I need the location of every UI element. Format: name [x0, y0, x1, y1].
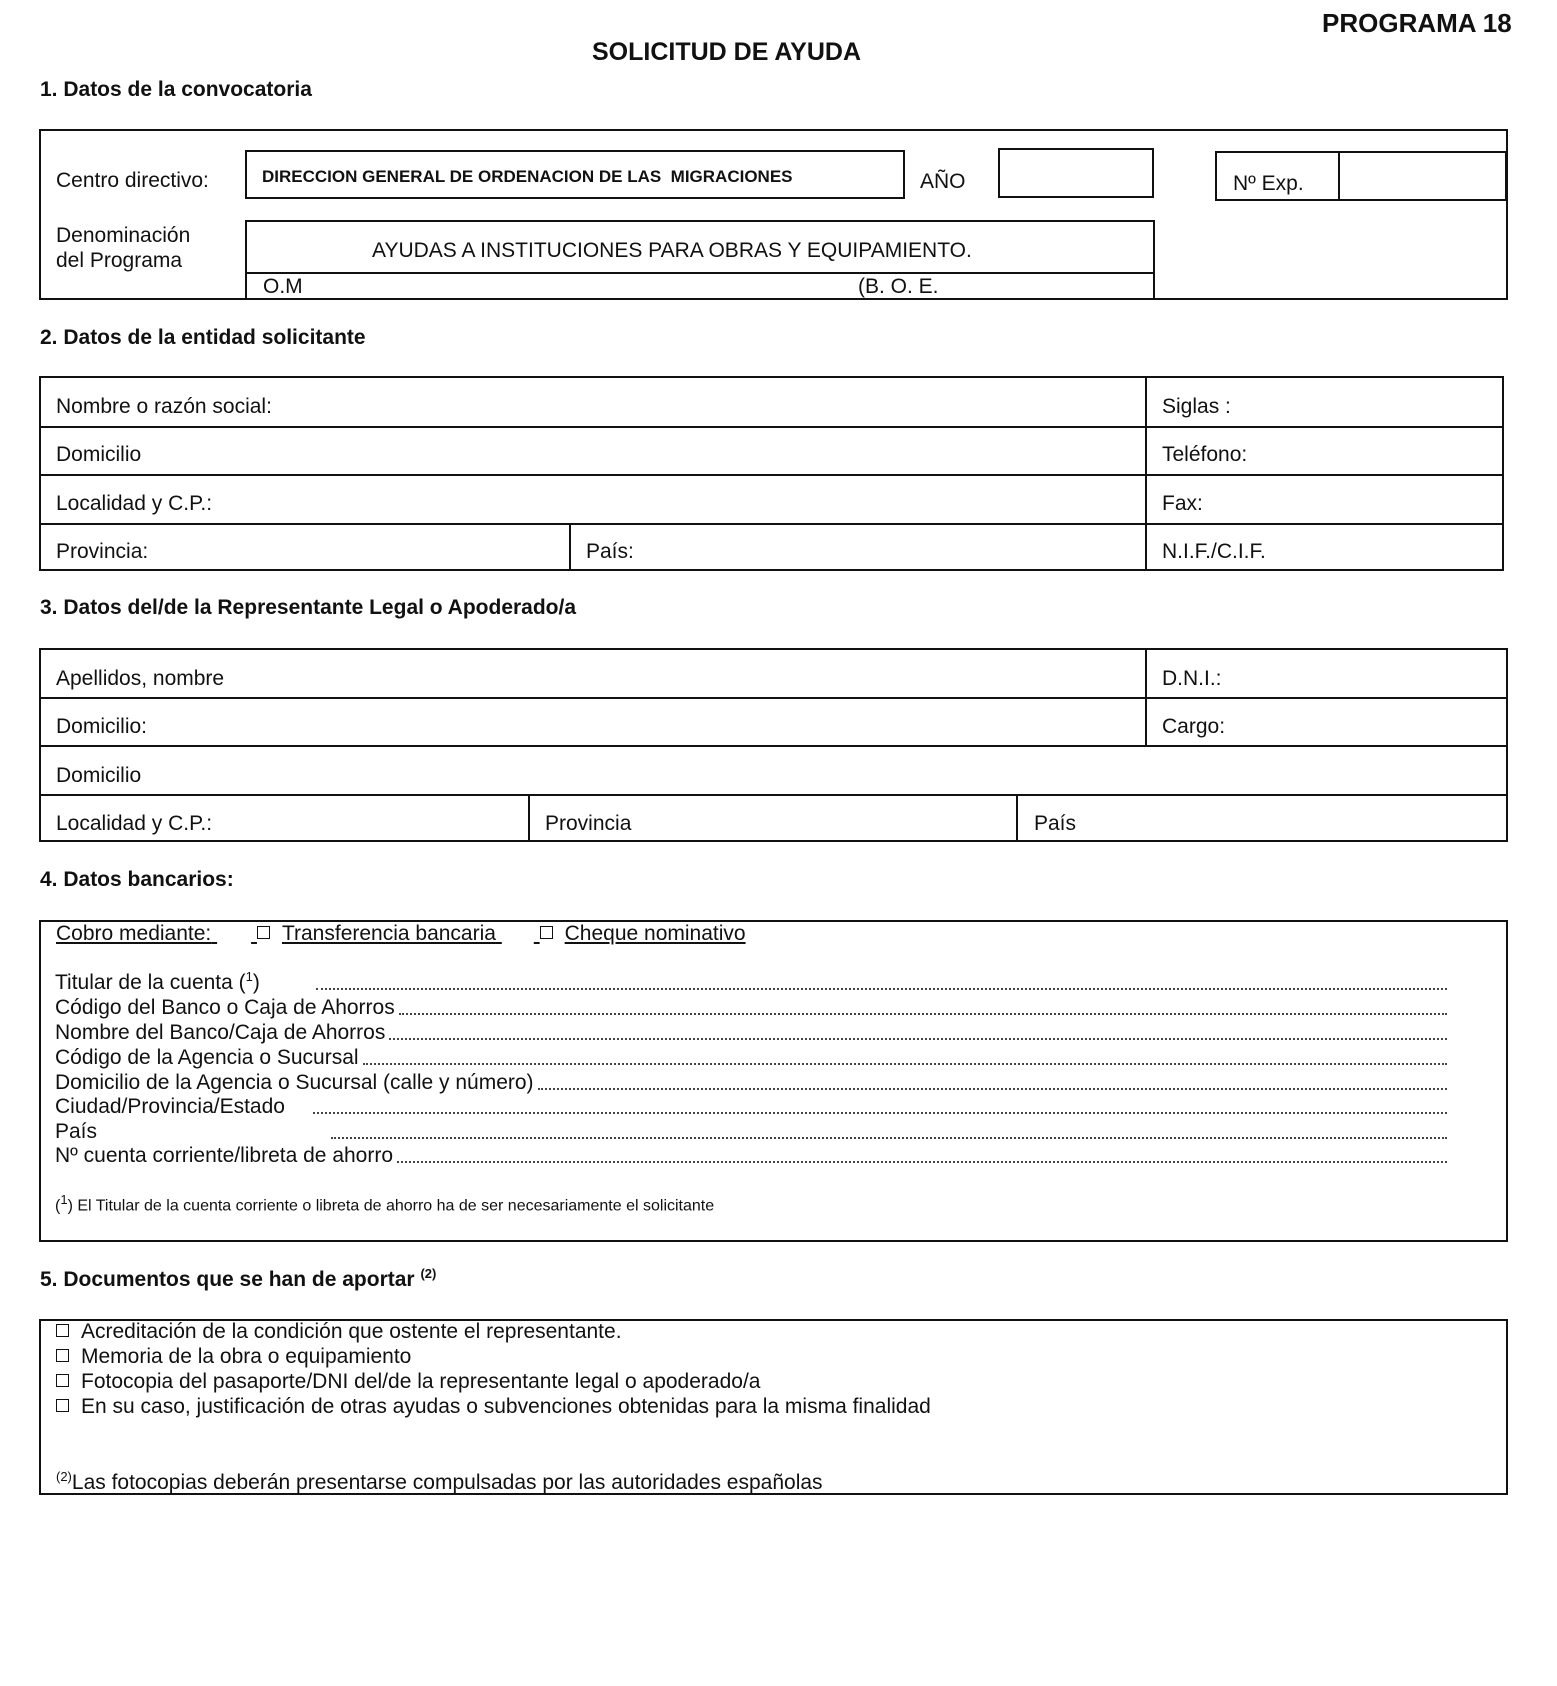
transferencia-checkbox[interactable] — [257, 926, 270, 939]
dotted-line — [399, 1013, 1447, 1015]
dotted-line — [363, 1063, 1447, 1065]
section4-heading: 4. Datos bancarios: — [40, 868, 234, 891]
nombre-razon-social-label[interactable]: Nombre o razón social: — [56, 395, 272, 418]
bank-row-label: Código de la Agencia o Sucursal — [55, 1046, 359, 1069]
cobro-row — [56, 922, 746, 946]
denominacion-label-2: del Programa — [56, 249, 183, 272]
cargo-label[interactable]: Cargo: — [1162, 715, 1226, 738]
bank-row-domicilio-agencia[interactable] — [55, 1070, 1447, 1095]
dotted-line — [397, 1161, 1447, 1163]
nif-cif-label[interactable]: N.I.F./C.I.F. — [1162, 540, 1266, 563]
doc-item[interactable]: En su caso, justificación de otras ayudas o subvenciones obtenidas para la misma finalidad — [56, 1395, 931, 1419]
dotted-line — [316, 988, 1447, 990]
dotted-line — [538, 1088, 1447, 1090]
domicilio-label[interactable]: Domicilio — [56, 443, 142, 466]
centro-directivo-label: Centro directivo: — [56, 169, 209, 192]
nexp-field[interactable] — [1341, 153, 1505, 199]
bank-row-label: Nombre del Banco/Caja de Ahorros — [55, 1021, 386, 1044]
section3-pais-divider — [1016, 794, 1018, 842]
provincia-label[interactable]: Provincia: — [56, 540, 149, 563]
section3-line-3 — [39, 794, 1508, 796]
bank-row-nombre-banco[interactable] — [55, 1020, 1447, 1045]
doc-item[interactable]: Acreditación de la condición que ostente el representante. — [56, 1320, 622, 1344]
om-label: O.M — [263, 275, 303, 298]
cheque-checkbox[interactable] — [540, 926, 553, 939]
doc-checkbox[interactable] — [56, 1349, 69, 1362]
section5-heading-sup: (2) — [420, 1266, 437, 1281]
section3-line-2 — [39, 745, 1508, 747]
section5-heading: 5. Documentos que se han de aportar $^{(2)}$ — [40, 1266, 437, 1291]
bank-row-titular-label: Titular de la cuenta ($^1$) — [55, 969, 260, 994]
doc-item[interactable]: Memoria de la obra o equipamiento — [56, 1345, 411, 1369]
form-title: SOLICITUD DE AYUDA — [592, 38, 862, 66]
cheque-label: Cheque nominativo — [564, 922, 746, 945]
fax-label[interactable]: Fax: — [1162, 492, 1203, 515]
bank-row-label: País — [55, 1120, 98, 1143]
section3-line-1 — [39, 697, 1508, 699]
apellidos-nombre-label[interactable]: Apellidos, nombre — [56, 667, 225, 690]
bank-row-codigo-banco[interactable] — [55, 995, 1447, 1020]
bank-row-pais[interactable] — [55, 1119, 1447, 1144]
programa-number: PROGRAMA 18 — [1322, 8, 1512, 38]
pais-label[interactable]: País: — [586, 540, 634, 563]
doc-checkbox[interactable] — [56, 1374, 69, 1387]
bank-footnote: ($^1$) El Titular de la cuenta corriente o libreta de ahorro ha de ser necesariamente el solicitante — [55, 1192, 715, 1215]
rep-provincia-label[interactable]: Provincia — [545, 812, 632, 835]
doc-checkbox[interactable] — [56, 1399, 69, 1412]
bank-row-label: Nº cuenta corriente/libreta de ahorro — [55, 1144, 394, 1167]
cobro-label: Cobro mediante: — [56, 922, 212, 945]
section3-provincia-divider — [528, 794, 530, 842]
programa-value: AYUDAS A INSTITUCIONES PARA OBRAS Y EQUIPAMIENTO. — [372, 239, 972, 262]
localidad-label[interactable]: Localidad y C.P.: — [56, 492, 213, 515]
doc-checkbox[interactable] — [56, 1324, 69, 1337]
section2-pais-divider — [569, 523, 571, 571]
section1-heading: 1. Datos de la convocatoria — [40, 78, 312, 101]
docs-footnote: $^{(2)}$Las fotocopias deberán presentarse compulsadas por las autoridades españolas — [56, 1469, 823, 1494]
bank-row-label: Ciudad/Provincia/Estado — [55, 1095, 285, 1118]
rep-pais-label[interactable]: País — [1034, 812, 1077, 835]
dotted-line — [389, 1038, 1447, 1040]
section2-line-3 — [39, 523, 1504, 525]
section2-line-2 — [39, 474, 1504, 476]
programa-divider — [245, 272, 1155, 274]
transferencia-label: Transferencia bancaria — [281, 922, 496, 945]
telefono-label[interactable]: Teléfono: — [1162, 443, 1248, 466]
ano-label: AÑO — [920, 170, 966, 193]
bank-row-cuenta[interactable] — [55, 1143, 1447, 1168]
ano-field[interactable] — [998, 148, 1154, 198]
section3-heading: 3. Datos del/de la Representante Legal o Apoderado/a — [40, 596, 577, 619]
bank-row-ciudad[interactable] — [55, 1094, 1447, 1119]
boe-label: (B. O. E. — [858, 275, 939, 298]
bank-row-titular[interactable] — [55, 970, 1447, 995]
doc-item[interactable]: Fotocopia del pasaporte/DNI del/de la representante legal o apoderado/a — [56, 1370, 760, 1394]
nexp-label: Nº Exp. — [1233, 172, 1304, 195]
nexp-divider — [1338, 151, 1340, 201]
rep-domicilio2-label[interactable]: Domicilio — [56, 764, 142, 787]
dotted-line — [313, 1112, 1447, 1114]
rep-localidad-label[interactable]: Localidad y C.P.: — [56, 812, 213, 835]
dotted-line — [331, 1137, 1447, 1139]
section2-heading: 2. Datos de la entidad solicitante — [40, 326, 366, 349]
bank-row-label: Domicilio de la Agencia o Sucursal (calle y número) — [55, 1071, 534, 1094]
siglas-label[interactable]: Siglas : — [1162, 395, 1231, 418]
centro-directivo-value: DIRECCION GENERAL DE ORDENACION DE LAS MIGRACIONES — [262, 167, 793, 186]
section2-line-1 — [39, 426, 1504, 428]
section2-col-divider — [1145, 376, 1147, 571]
bank-row-label: Código del Banco o Caja de Ahorros — [55, 996, 395, 1019]
bank-row-codigo-agencia[interactable] — [55, 1045, 1447, 1070]
dni-label[interactable]: D.N.I.: — [1162, 667, 1222, 690]
denominacion-label-1: Denominación — [56, 224, 191, 247]
rep-domicilio-label[interactable]: Domicilio: — [56, 715, 148, 738]
section3-col-divider — [1145, 648, 1147, 745]
